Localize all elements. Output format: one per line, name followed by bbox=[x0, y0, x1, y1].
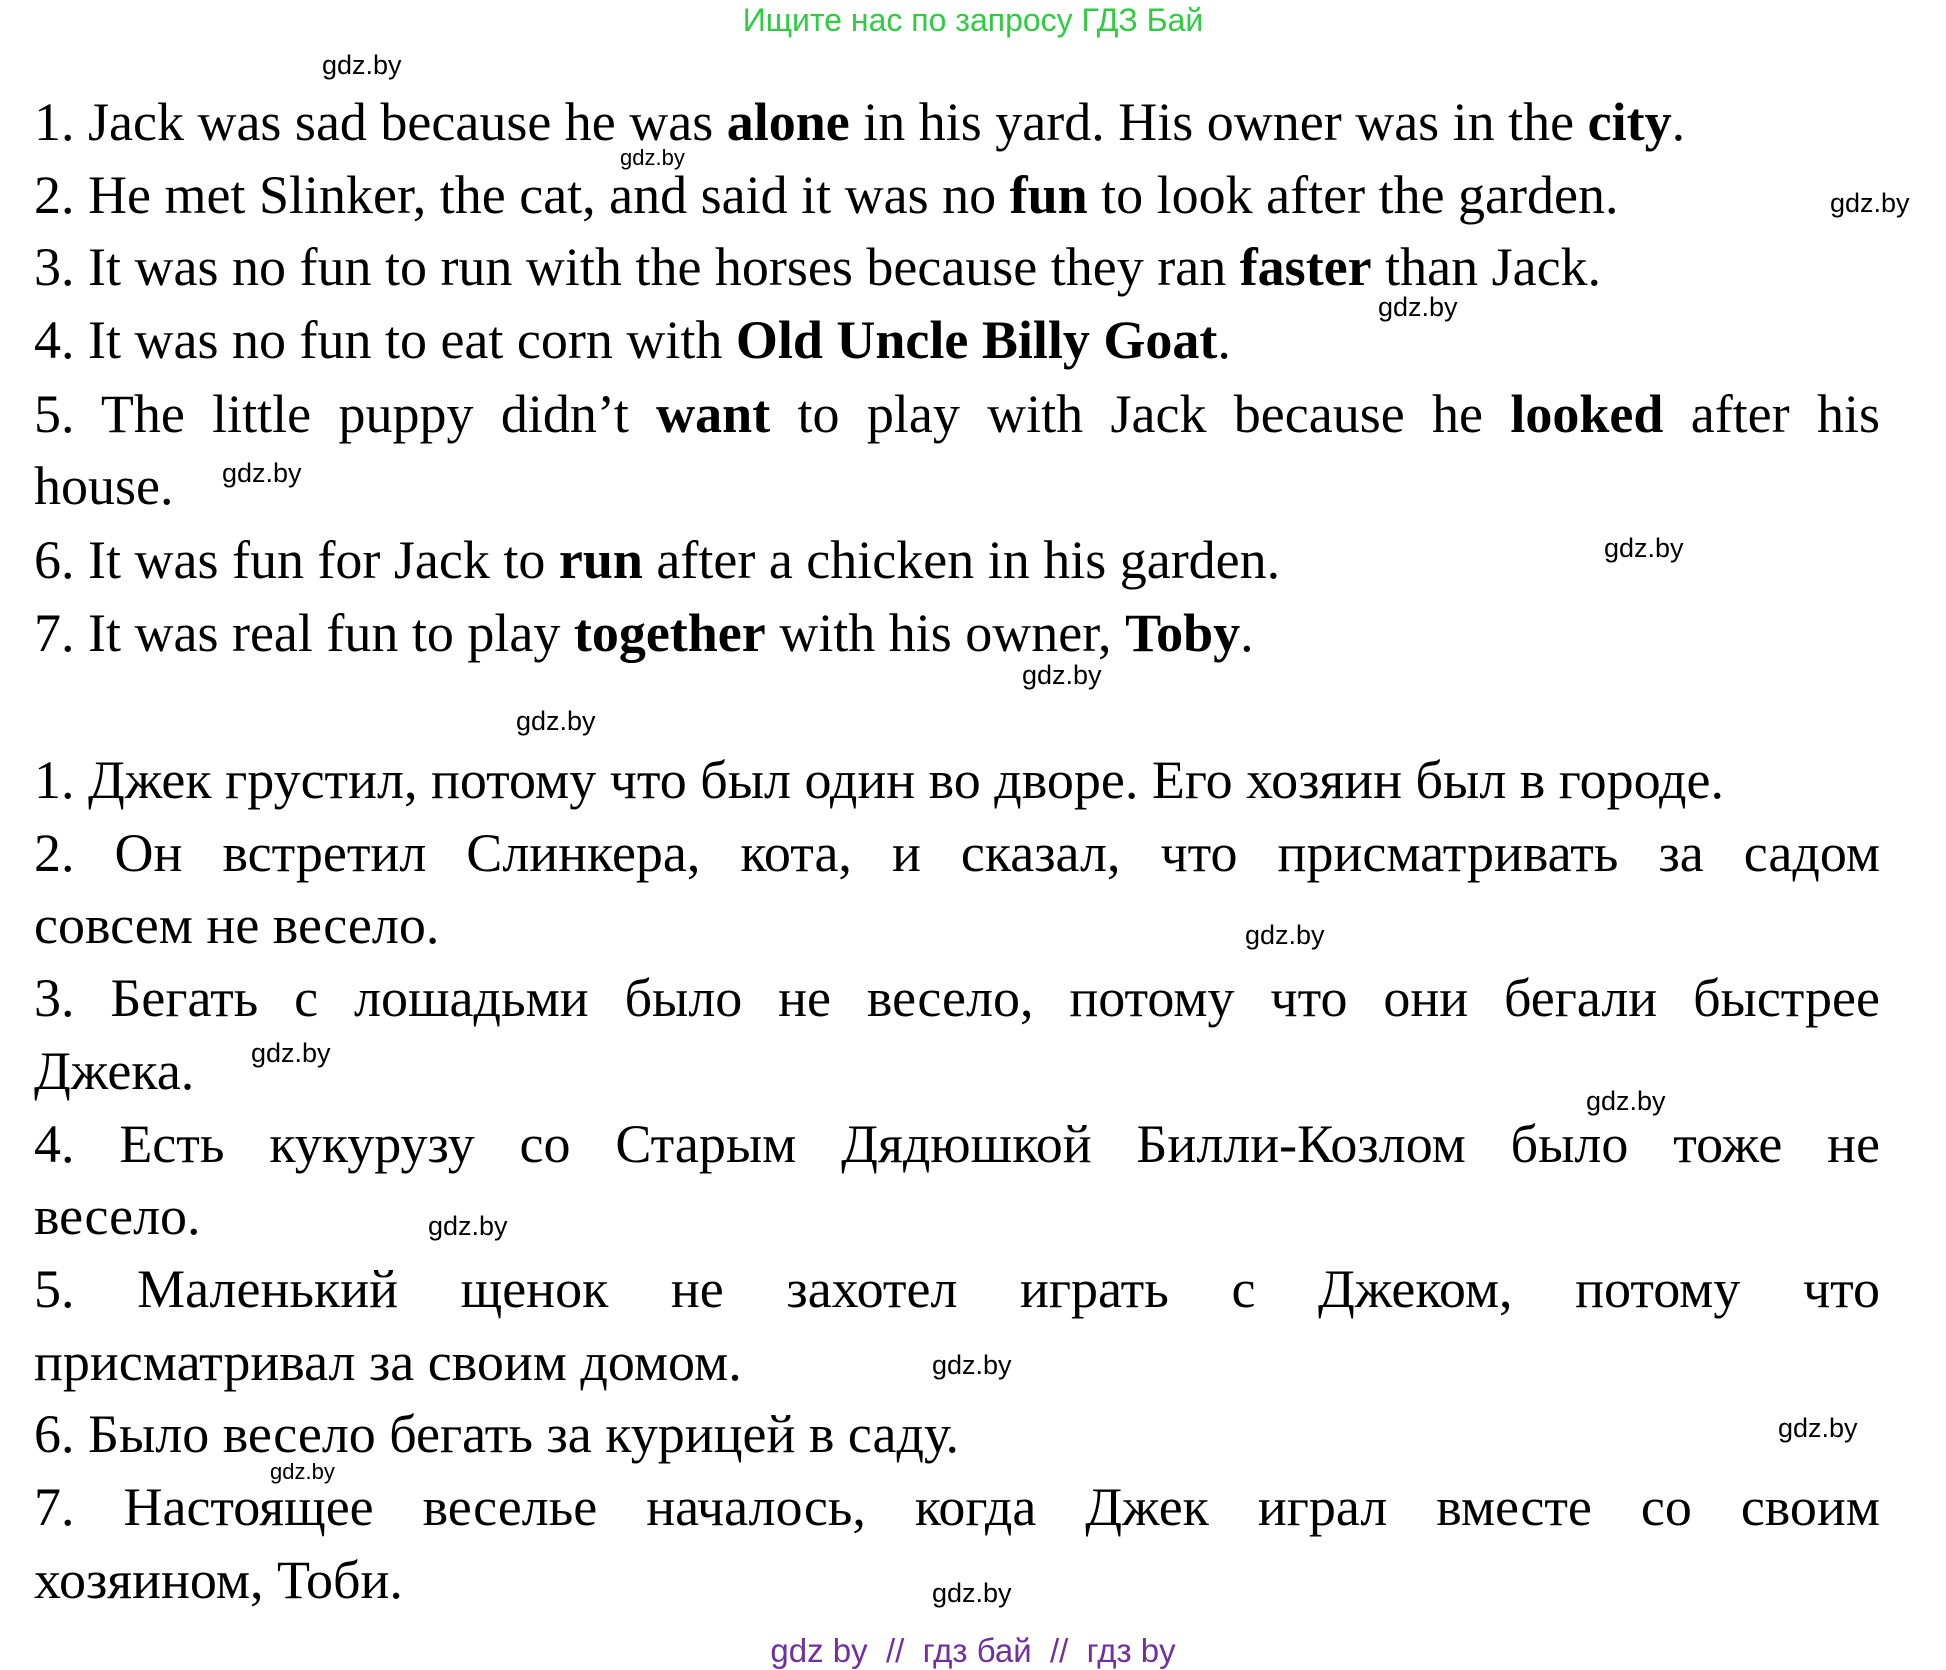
russian-line-5: 5. Маленький щенок не захотел играть с Джеком, потому что bbox=[34, 1259, 1880, 1319]
watermark-text: gdz.by bbox=[932, 1350, 1012, 1380]
russian-line-5-continued: присматривал за своим домом. bbox=[34, 1332, 742, 1392]
watermark-text: gdz.by bbox=[516, 706, 596, 736]
russian-line-4-continued: весело. bbox=[34, 1186, 201, 1246]
watermark-text: gdz.by bbox=[1245, 920, 1325, 950]
header-banner: Ищите нас по запросу ГДЗ Бай bbox=[742, 2, 1204, 38]
watermark-text: gdz.by bbox=[932, 1578, 1012, 1608]
english-line-7: 7. It was real fun to play together with his owner, Toby. bbox=[34, 603, 1254, 663]
watermark-text: gdz.by bbox=[251, 1038, 331, 1068]
russian-line-2: 2. Он встретил Слинкера, кота, и сказал, что присматривать за садом bbox=[34, 823, 1880, 883]
watermark-text: gdz.by bbox=[620, 145, 685, 170]
russian-line-4: 4. Есть кукурузу со Старым Дядюшкой Билли-Козлом было тоже не bbox=[34, 1114, 1880, 1174]
watermark-text: gdz.by bbox=[1604, 533, 1684, 563]
english-line-5: 5. The little puppy didn’t want to play with Jack because he looked after his bbox=[34, 384, 1880, 444]
watermark-text: gdz.by bbox=[322, 50, 402, 80]
english-line-5-continued: house. bbox=[34, 456, 174, 516]
english-line-1: 1. Jack was sad because he was alone in his yard. His owner was in the city. bbox=[34, 92, 1686, 152]
russian-line-7: 7. Настоящее веселье началось, когда Джек играл вместе со своим bbox=[34, 1477, 1880, 1537]
russian-line-7-continued: хозяином, Тоби. bbox=[34, 1550, 403, 1610]
english-line-4: 4. It was no fun to eat corn with Old Uncle Billy Goat. bbox=[34, 310, 1231, 370]
footer-banner: gdz by // гдз бай // гдз by bbox=[770, 1632, 1176, 1669]
watermark-text: gdz.by bbox=[222, 458, 302, 488]
russian-line-1: 1. Джек грустил, потому что был один во дворе. Его хозяин был в городе. bbox=[34, 750, 1724, 810]
russian-line-6: 6. Было весело бегать за курицей в саду. bbox=[34, 1404, 960, 1464]
watermark-text: gdz.by bbox=[1586, 1086, 1666, 1116]
watermark-text: gdz.by bbox=[1778, 1413, 1858, 1443]
english-line-6: 6. It was fun for Jack to run after a chicken in his garden. bbox=[34, 530, 1281, 590]
russian-line-2-continued: совсем не весело. bbox=[34, 895, 440, 955]
english-line-3: 3. It was no fun to run with the horses because they ran faster than Jack. bbox=[34, 237, 1602, 297]
watermark-text: gdz.by bbox=[270, 1459, 335, 1484]
watermark-text: gdz.by bbox=[1378, 292, 1458, 322]
english-line-2: 2. He met Slinker, the cat, and said it was no fun to look after the garden. bbox=[34, 165, 1619, 225]
watermark-text: gdz.by bbox=[1830, 188, 1910, 218]
watermark-text: gdz.by bbox=[428, 1211, 508, 1241]
russian-line-3: 3. Бегать с лошадьми было не весело, потому что они бегали быстрее bbox=[34, 968, 1880, 1028]
russian-line-3-continued: Джека. bbox=[34, 1041, 195, 1101]
watermark-text: gdz.by bbox=[1022, 660, 1102, 690]
